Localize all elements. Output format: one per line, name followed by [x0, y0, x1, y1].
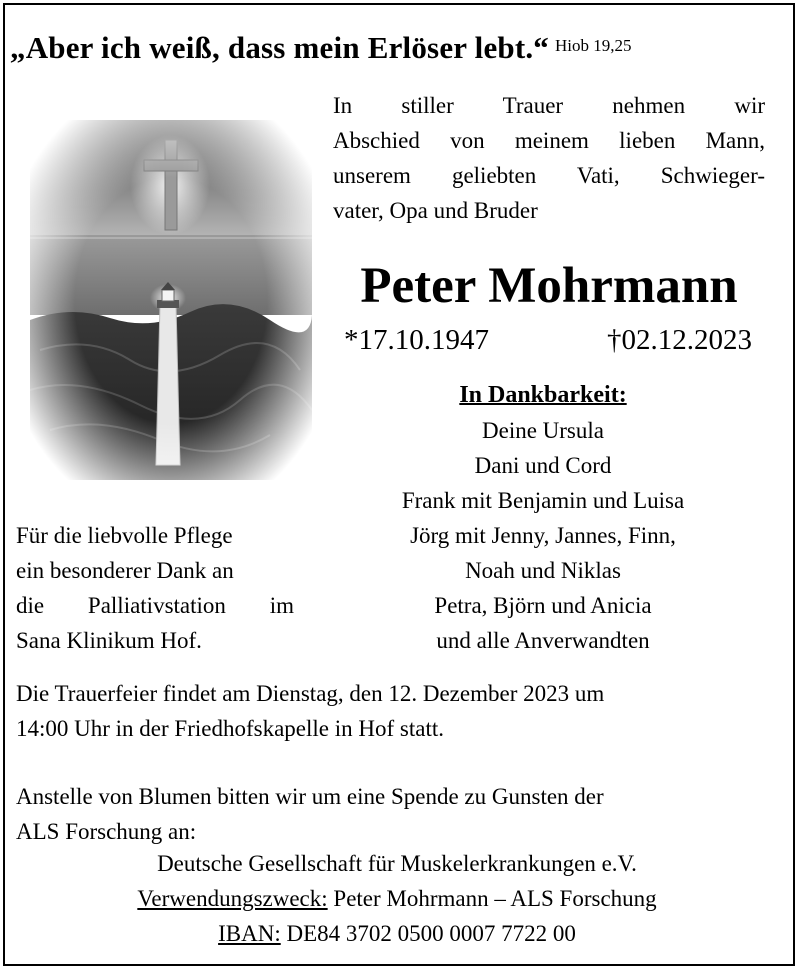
mourner-line: Noah und Niklas: [465, 558, 621, 583]
intro-line: Abschied von meinem lieben Mann,: [333, 128, 765, 153]
funeral-line: Die Trauerfeier findet am Dienstag, den 12. Dezember 2023 um: [16, 681, 605, 706]
purpose-line: [16, 881, 778, 916]
funeral-line: 14:00 Uhr in der Friedhofskapelle in Hof statt.: [16, 716, 444, 741]
bank-details: [16, 846, 778, 951]
birth-date: *17.10.1947: [344, 324, 489, 356]
purpose-value: Peter Mohrmann – ALS Forschung: [333, 886, 657, 911]
lighthouse-image: [30, 120, 312, 480]
intro-line: unserem geliebten Vati, Schwieger-: [333, 163, 765, 188]
iban-line: [16, 916, 778, 951]
mourner-line: und alle Anverwandten: [436, 628, 650, 653]
intro-line: In stiller Trauer nehmen wir: [333, 93, 765, 118]
iban-label: IBAN:: [218, 921, 281, 946]
care-line: ein besonderer Dank an: [16, 558, 234, 583]
mourner-line: Dani und Cord: [474, 453, 612, 478]
care-line: die Palliativstation im: [16, 593, 294, 618]
donation-organization: Deutsche Gesellschaft für Muskelerkrankungen e.V.: [157, 851, 637, 876]
donation-line: ALS Forschung an:: [16, 819, 197, 844]
quote-reference: Hiob 19,25: [555, 36, 632, 55]
mourner-line: Deine Ursula: [482, 418, 604, 443]
thanks-heading: In Dankbarkeit:: [459, 382, 627, 408]
iban-value: DE84 3702 0500 0007 7722 00: [286, 921, 576, 946]
bible-quote: [10, 30, 632, 66]
mourner-line: Jörg mit Jenny, Jannes, Finn,: [410, 523, 676, 548]
mourner-line: Petra, Björn und Anicia: [434, 593, 652, 618]
mourners-list: [338, 378, 748, 658]
care-thanks-note: [16, 518, 294, 658]
funeral-info: [16, 676, 778, 746]
mourner-line: Frank mit Benjamin und Luisa: [401, 488, 685, 513]
intro-text: [333, 88, 765, 228]
deceased-name: Peter Mohrmann: [360, 258, 738, 314]
donation-request: [16, 779, 778, 849]
donation-line: Anstelle von Blumen bitten wir um eine Spende zu Gunsten der: [16, 784, 604, 809]
purpose-label: Verwendungszweck:: [137, 886, 328, 911]
care-line: Für die liebvolle Pflege: [16, 523, 233, 548]
death-date: †02.12.2023: [607, 324, 752, 356]
care-line: Sana Klinikum Hof.: [16, 628, 202, 653]
lighthouse-cross-icon: [30, 120, 312, 480]
quote-text: „Aber ich weiß, dass mein Erlöser lebt.“: [10, 30, 550, 65]
intro-line: vater, Opa und Bruder: [333, 198, 538, 223]
